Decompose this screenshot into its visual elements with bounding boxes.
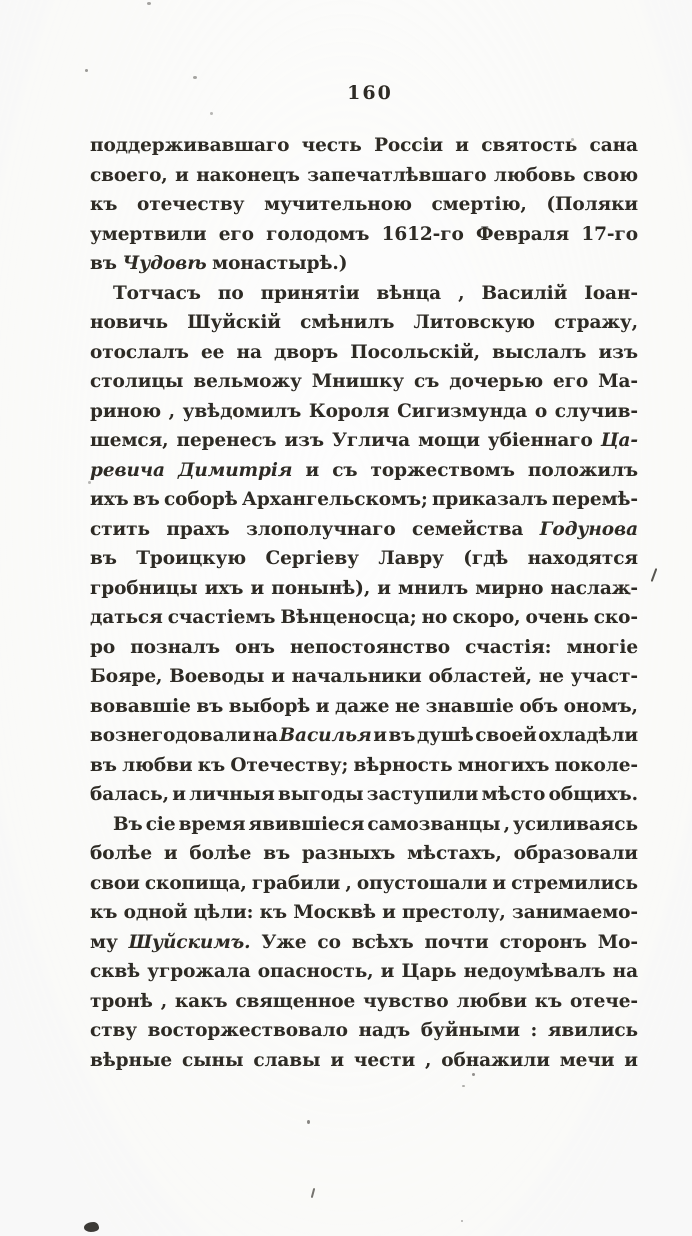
word: тронѣ: [90, 990, 153, 1012]
word: и: [624, 1049, 638, 1071]
word: даться: [90, 607, 163, 628]
text-line: [90, 633, 638, 663]
italic-word: Димитрія: [178, 459, 293, 481]
word: Лавру: [378, 548, 444, 569]
word: своей: [475, 725, 537, 746]
word: му: [90, 931, 118, 953]
word: ,: [345, 872, 352, 894]
text-line: [90, 544, 638, 574]
word: разныхъ: [301, 843, 396, 864]
italic-word: Ца-: [600, 430, 638, 451]
text-line: [90, 603, 638, 633]
word: многихъ: [457, 754, 550, 776]
word: дочерью: [449, 371, 543, 392]
word: на: [612, 961, 638, 982]
word: и: [373, 725, 387, 746]
word: явились: [547, 1020, 638, 1041]
word: и: [380, 961, 395, 982]
word: шемся,: [90, 430, 169, 451]
word: Въ: [113, 813, 143, 835]
text-line: [90, 426, 638, 456]
text-line: [90, 987, 638, 1017]
word: Бояре,: [90, 666, 163, 687]
text-line: [90, 397, 638, 427]
word: свои: [90, 872, 140, 894]
word: вовавшіе: [90, 695, 191, 717]
word: вѣрные: [90, 1049, 173, 1071]
word: и: [330, 1049, 345, 1071]
word: и: [492, 872, 506, 894]
ink-speck: [147, 2, 151, 5]
word: стражу,: [554, 312, 638, 333]
word: 1612-го: [381, 223, 464, 245]
text-line: [90, 721, 638, 751]
word: Шуйскій: [187, 312, 281, 333]
word: ,: [425, 1049, 432, 1071]
ink-speck: [85, 69, 88, 72]
text-line: [90, 131, 638, 161]
word: время: [178, 813, 246, 835]
word: въ: [388, 725, 416, 746]
ink-speck: [210, 112, 213, 115]
word: надъ: [358, 1020, 411, 1041]
word: усиливаясь: [513, 813, 638, 835]
word: смертію,: [431, 194, 527, 215]
word: областей,: [428, 666, 532, 687]
word: и: [305, 459, 320, 481]
word: въ: [196, 695, 224, 717]
word: образовали: [513, 843, 638, 864]
word: святость: [481, 135, 578, 156]
italic-word: ревича: [90, 459, 165, 481]
word: и: [455, 135, 469, 156]
word: болѣе: [189, 843, 252, 864]
word: заступили: [366, 784, 479, 805]
word: риною: [90, 400, 162, 422]
word: честь: [301, 135, 362, 156]
text-line: [90, 161, 638, 191]
word: новичь: [90, 312, 168, 333]
word: чувство: [363, 990, 449, 1012]
word: ству: [90, 1020, 138, 1041]
word: Царь: [401, 961, 457, 982]
word: самозванцы: [367, 813, 501, 835]
word: знавшіе: [425, 695, 514, 717]
page-text: [90, 131, 638, 1075]
word: сквѣ: [90, 961, 141, 982]
text-line: [90, 515, 638, 545]
word: очень: [525, 607, 589, 628]
word: наконецъ: [196, 164, 300, 186]
word: поколе-: [554, 754, 638, 776]
word: какъ: [174, 990, 228, 1012]
word: къ: [259, 902, 287, 923]
word: ,: [503, 813, 510, 835]
word: мучительною: [264, 194, 412, 215]
word: наслаж-: [550, 577, 638, 599]
word: со: [317, 931, 341, 953]
word: опасность,: [257, 961, 374, 982]
word: вѣнца: [376, 282, 442, 304]
word: сана: [589, 135, 638, 156]
word: съ: [332, 459, 358, 481]
word: семейства: [412, 518, 524, 540]
word: и: [172, 784, 186, 805]
word: его: [218, 223, 254, 245]
text-line: [90, 190, 638, 220]
word: положилъ: [527, 459, 638, 481]
word: сіе: [145, 813, 176, 835]
word: мѣсто: [481, 784, 546, 805]
text-line: [90, 1016, 638, 1046]
word: съ: [413, 371, 440, 392]
word: мощи: [418, 430, 480, 451]
word: къ: [90, 902, 118, 923]
word: ,: [458, 282, 465, 304]
word: выслалъ: [492, 341, 587, 363]
word: вознегодовали: [90, 725, 251, 746]
word: мѣстахъ,: [407, 843, 502, 864]
text-line: [90, 338, 638, 368]
word: на: [252, 725, 278, 746]
word: стить: [90, 518, 150, 540]
word: престолу,: [402, 902, 506, 923]
word: гробницы: [90, 577, 198, 599]
word: мечи: [559, 1049, 615, 1071]
word: священное: [235, 990, 356, 1012]
word: убіеннаго: [487, 430, 593, 451]
word: ,: [160, 990, 168, 1012]
word: по: [217, 282, 244, 304]
ink-slash-mark: [311, 1188, 316, 1198]
text-line: [90, 1046, 638, 1076]
text-line: [90, 249, 638, 279]
italic-word: Чудовѣ: [122, 253, 207, 274]
word: всѣхъ: [351, 931, 414, 953]
word: ее: [201, 341, 225, 363]
text-line: [90, 485, 638, 515]
word: обнажили: [441, 1049, 550, 1071]
text-line: [90, 456, 638, 486]
word: монастырѣ.): [212, 253, 348, 274]
word: запечатлѣвшаго: [307, 164, 487, 186]
word: сыны: [181, 1049, 244, 1071]
word: позналъ: [130, 636, 220, 658]
word: Москвѣ: [293, 902, 376, 923]
ink-speck: [571, 138, 574, 141]
word: опустошали: [356, 872, 488, 894]
word: стремились: [511, 872, 638, 894]
word: торжествомъ: [370, 459, 515, 481]
word: ,: [168, 400, 176, 422]
word: перенесъ: [176, 430, 277, 451]
ink-speck: [628, 592, 631, 595]
word: злополучнаго: [246, 518, 396, 540]
word: въ: [90, 548, 117, 569]
word: счастія:: [465, 636, 552, 658]
word: Мнишку: [311, 371, 404, 392]
word: въ: [90, 253, 117, 274]
text-line: [90, 928, 638, 958]
word: непостоянство: [289, 636, 451, 658]
word: перемѣ-: [551, 489, 638, 510]
text-line: [90, 220, 638, 250]
word: мирно: [475, 577, 544, 599]
word: охладѣли: [538, 725, 638, 746]
word: случив-: [554, 400, 638, 422]
word: и: [163, 843, 178, 864]
word: смѣнилъ: [300, 312, 395, 333]
word: сторонъ: [499, 931, 587, 953]
word: но: [421, 607, 448, 628]
ink-slash-mark: [651, 568, 658, 582]
word: поддерживавшаго: [90, 135, 290, 156]
word: Сергіеву: [265, 548, 359, 569]
word: скопища,: [144, 872, 247, 894]
word: одной: [123, 902, 188, 923]
word: на: [236, 341, 262, 363]
word: почти: [424, 931, 489, 953]
word: Вѣнценосца;: [280, 607, 417, 628]
text-line: [90, 279, 638, 309]
word: и: [175, 164, 189, 186]
word: къ: [197, 754, 226, 776]
word: начальники: [291, 666, 422, 687]
ink-speck: [193, 76, 197, 79]
word: явившіеся: [248, 813, 365, 835]
word: общихъ.: [548, 784, 638, 805]
word: болѣе: [90, 843, 153, 864]
word: не: [394, 695, 421, 717]
word: въ: [132, 489, 160, 510]
word: и: [250, 577, 265, 599]
word: Іоан-: [584, 282, 638, 304]
word: Россіи: [374, 135, 443, 156]
text-line: [90, 367, 638, 397]
word: не: [538, 666, 564, 687]
word: ихъ: [204, 577, 244, 599]
word: умертвили: [90, 223, 207, 245]
word: его: [552, 371, 589, 392]
word: личныя: [189, 784, 275, 805]
ink-speck: [307, 1120, 310, 1124]
word: Воеводы: [169, 666, 265, 687]
word: Февраля: [475, 223, 570, 245]
word: Троицкую: [136, 548, 247, 569]
word: Василій: [481, 282, 568, 304]
word: изъ: [598, 341, 638, 363]
word: восторжествовало: [147, 1020, 348, 1041]
word: и: [271, 666, 285, 687]
word: грабили: [251, 872, 341, 894]
word: изъ: [284, 430, 324, 451]
word: находятся: [527, 548, 638, 569]
word: выборѣ: [228, 695, 311, 717]
ink-speck: [462, 1085, 465, 1087]
word: мнилъ: [398, 577, 469, 599]
word: Уже: [261, 931, 307, 953]
word: вельможу: [193, 371, 302, 392]
word: (гдѣ: [463, 548, 509, 569]
word: буйными: [420, 1020, 520, 1041]
word: любовь: [493, 164, 576, 186]
word: Тотчасъ: [113, 282, 201, 304]
word: столицы: [90, 371, 184, 392]
text-line: [90, 308, 638, 338]
word: (Поляки: [546, 194, 638, 215]
word: занимаемо-: [512, 902, 638, 923]
word: въ: [263, 843, 291, 864]
word: онъ: [235, 636, 275, 658]
word: угрожала: [147, 961, 251, 982]
word: Углича: [332, 430, 411, 451]
word: недоумѣвалъ: [463, 961, 606, 982]
text-line: [90, 957, 638, 987]
word: своего,: [90, 164, 168, 186]
word: ро: [90, 636, 116, 658]
word: приказалъ: [431, 489, 548, 510]
text-line: [90, 780, 638, 810]
word: любви: [122, 754, 193, 776]
word: и: [382, 902, 396, 923]
word: отечеству: [137, 194, 245, 215]
text-line: [90, 898, 638, 928]
word: вѣрность: [353, 754, 453, 776]
word: душѣ: [416, 725, 474, 746]
word: балась,: [90, 784, 169, 805]
text-line: [90, 869, 638, 899]
page-number: 160: [347, 82, 393, 104]
text-line: [90, 662, 638, 692]
word: любви: [456, 990, 527, 1012]
italic-word: Василья: [279, 725, 372, 746]
word: 17-го: [581, 223, 638, 245]
word: увѣдомилъ: [182, 400, 302, 422]
word: Сигизмунда: [397, 400, 528, 422]
word: Короля: [308, 400, 390, 422]
word: ономъ,: [563, 695, 638, 717]
ink-speck: [461, 1220, 463, 1222]
word: къ: [90, 194, 118, 215]
italic-word: Шуйскимъ.: [128, 931, 251, 953]
word: объ: [519, 695, 558, 717]
word: Литовскую: [413, 312, 535, 333]
word: даже: [335, 695, 390, 717]
word: свою: [582, 164, 638, 186]
word: и: [315, 695, 330, 717]
word: Отечеству;: [230, 754, 349, 776]
word: цѣли:: [193, 902, 254, 923]
word: отослалъ: [90, 341, 189, 363]
text-line: [90, 751, 638, 781]
italic-word: Годунова: [539, 518, 638, 540]
word: счастіемъ: [167, 607, 276, 628]
word: скоро,: [452, 607, 521, 628]
word: :: [530, 1020, 538, 1041]
text-line: [90, 574, 638, 604]
word: принятіи: [260, 282, 360, 304]
word: участ-: [570, 666, 638, 687]
word: Архангельскомъ;: [241, 489, 428, 510]
text-line: [90, 839, 638, 869]
word: къ: [534, 990, 563, 1012]
word: въ: [90, 754, 117, 776]
word: выгоды: [278, 784, 364, 805]
word: дворъ: [273, 341, 339, 363]
text-line: [90, 692, 638, 722]
word: отече-: [570, 990, 638, 1012]
ink-blob: [84, 1222, 99, 1232]
word: понынѣ),: [271, 577, 371, 599]
word: и: [377, 577, 391, 599]
word: прахъ: [166, 518, 230, 540]
text-line: [90, 810, 638, 840]
word: ихъ: [90, 489, 129, 510]
word: Посольскій,: [350, 341, 480, 363]
word: ско-: [593, 607, 638, 628]
word: славы: [253, 1049, 321, 1071]
word: многіе: [566, 636, 638, 658]
word: голодомъ: [266, 223, 370, 245]
word: о: [534, 400, 548, 422]
word: чести: [353, 1049, 416, 1071]
ink-speck: [88, 481, 91, 484]
word: Мо-: [597, 931, 638, 953]
ink-speck: [472, 1073, 475, 1076]
word: соборѣ: [164, 489, 238, 510]
word: Ма-: [598, 371, 638, 392]
